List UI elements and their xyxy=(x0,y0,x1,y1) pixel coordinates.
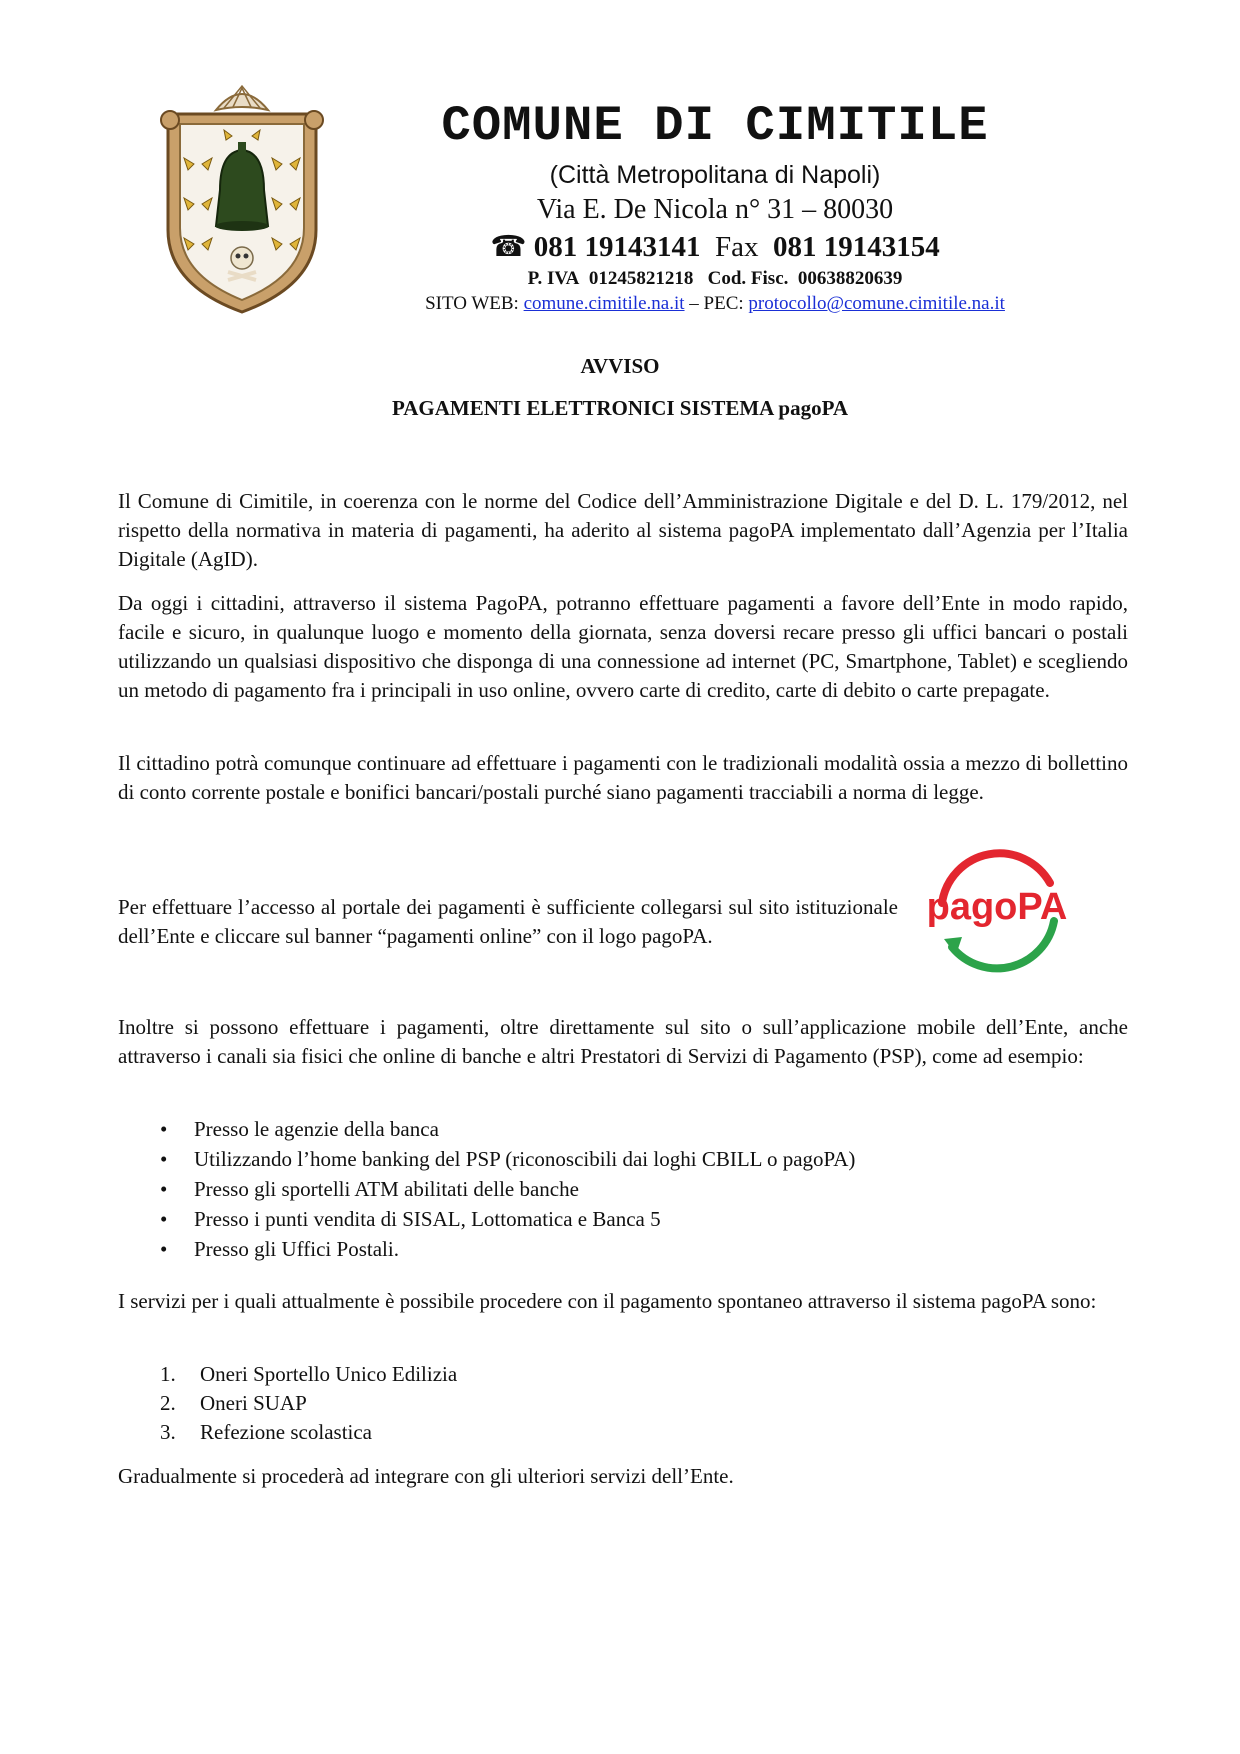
list-label: Oneri SUAP xyxy=(200,1391,307,1415)
fax-label: Fax xyxy=(714,231,759,263)
paragraph-text: I servizi per i quali attualmente è possibile procedere con il pagamento spontaneo attraverso il sistema pagoPA sono: xyxy=(118,1289,1097,1313)
paragraph-text: Per effettuare l’accesso al portale dei pagamenti è sufficiente collegarsi sul sito istituzionale dell’Ente e cliccare sul banner “pagamenti online” con il logo pagoPA. xyxy=(118,895,898,948)
piva-value: 01245821218 xyxy=(588,268,694,289)
municipal-crest-icon xyxy=(158,80,326,316)
services-list xyxy=(160,1360,457,1447)
paragraph-text: Il Comune di Cimitile, in coerenza con le norme del Codice dell’Amministrazione Digitale e del D. L. 179/2012, nel rispetto della normativa in materia di pagamenti, ha aderito al sistema pagoPA implementato dall’Agenzia per l’Italia Digitale (AgID). xyxy=(118,489,1128,571)
website-link[interactable]: comune.cimitile.na.it xyxy=(523,293,685,314)
paragraph-traditional xyxy=(118,749,1128,807)
fiscal-codes xyxy=(370,266,1060,291)
municipality-title: COMUNE DI CIMITILE xyxy=(441,98,989,154)
paragraph-text: Il cittadino potrà comunque continuare ad effettuare i pagamenti con le tradizionali modalità ossia a mezzo di bollettino di conto corrente postale e bonifici bancari/postali purché siano pagamenti tracciabili a norma di legge. xyxy=(118,751,1128,804)
list-item: • Presso gli Uffici Postali. xyxy=(160,1234,855,1264)
list-item: • Utilizzando l’home banking del PSP (riconoscibili dai loghi CBILL o pagoPA) xyxy=(160,1144,855,1174)
list-number: 3. xyxy=(160,1420,176,1444)
paragraph-text: Da oggi i cittadini, attraverso il sistema PagoPA, potranno effettuare pagamenti a favore dell’Ente in modo rapido, facile e sicuro, in qualunque luogo e momento della giornata, senza doversi recare presso gli uffici bancari o postali utilizzando un qualsiasi dispositivo che disponga di una connessione ad internet (PC, Smartphone, Tablet) e scegliendo un metodo di pagamento fra i principali in uso online, ovvero carte di credito, carte di debito o carte prepagate. xyxy=(118,591,1128,702)
list-number: 1. xyxy=(160,1362,176,1386)
pagopa-logo xyxy=(922,843,1072,983)
pec-email-link[interactable]: protocollo@comune.cimitile.na.it xyxy=(748,293,1005,314)
list-item xyxy=(160,1389,457,1418)
paragraph-services-intro xyxy=(118,1287,1128,1316)
list-label: Oneri Sportello Unico Edilizia xyxy=(200,1362,458,1386)
paragraph-closing xyxy=(118,1462,1128,1491)
pagopa-logo-text: pagoPA xyxy=(926,886,1068,928)
list-item: • Presso le agenzie della banca xyxy=(160,1114,855,1144)
paragraph-text: Gradualmente si procederà ad integrare con gli ulteriori servizi dell’Ente. xyxy=(118,1464,734,1488)
municipality-address: Via E. De Nicola n° 31 – 80030 xyxy=(536,194,894,225)
web-label: SITO WEB: xyxy=(425,293,519,314)
letterhead xyxy=(370,96,1060,317)
fax-number: 081 19143154 xyxy=(772,231,940,263)
notice-heading: AVVISO xyxy=(580,354,660,378)
list-number: 2. xyxy=(160,1391,176,1415)
paragraph-channels-intro xyxy=(118,1013,1128,1071)
list-label: Refezione scolastica xyxy=(200,1420,372,1444)
notice-subheading: PAGAMENTI ELETTRONICI SISTEMA pagoPA xyxy=(391,396,849,420)
list-item xyxy=(160,1360,457,1389)
municipality-subtitle: (Città Metropolitana di Napoli) xyxy=(549,161,881,189)
paragraph-portal-access xyxy=(118,893,898,951)
phone-line xyxy=(370,228,1060,266)
list-item: • Presso i punti vendita di SISAL, Lottomatica e Banca 5 xyxy=(160,1204,855,1234)
list-item xyxy=(160,1418,457,1447)
codfisc-value: 00638820639 xyxy=(797,268,903,289)
web-line xyxy=(370,291,1060,317)
paragraph-intro xyxy=(118,487,1128,574)
piva-label: P. IVA xyxy=(527,268,580,289)
paragraph-citizens xyxy=(118,589,1128,705)
pec-label: – PEC: xyxy=(684,293,744,314)
payment-channels-list xyxy=(160,1114,855,1264)
codfisc-label: Cod. Fisc. xyxy=(707,268,789,289)
phone-number: 081 19143141 xyxy=(533,231,701,263)
paragraph-text: Inoltre si possono effettuare i pagamenti, oltre direttamente sul sito o sull’applicazione mobile dell’Ente, anche attraverso i canali sia fisici che online di banche e altri Prestatori di Servizi di Pagamento (PSP), come ad esempio: xyxy=(118,1015,1128,1068)
list-item: • Presso gli sportelli ATM abilitati delle banche xyxy=(160,1174,855,1204)
telephone-icon: ☎ xyxy=(490,231,527,263)
